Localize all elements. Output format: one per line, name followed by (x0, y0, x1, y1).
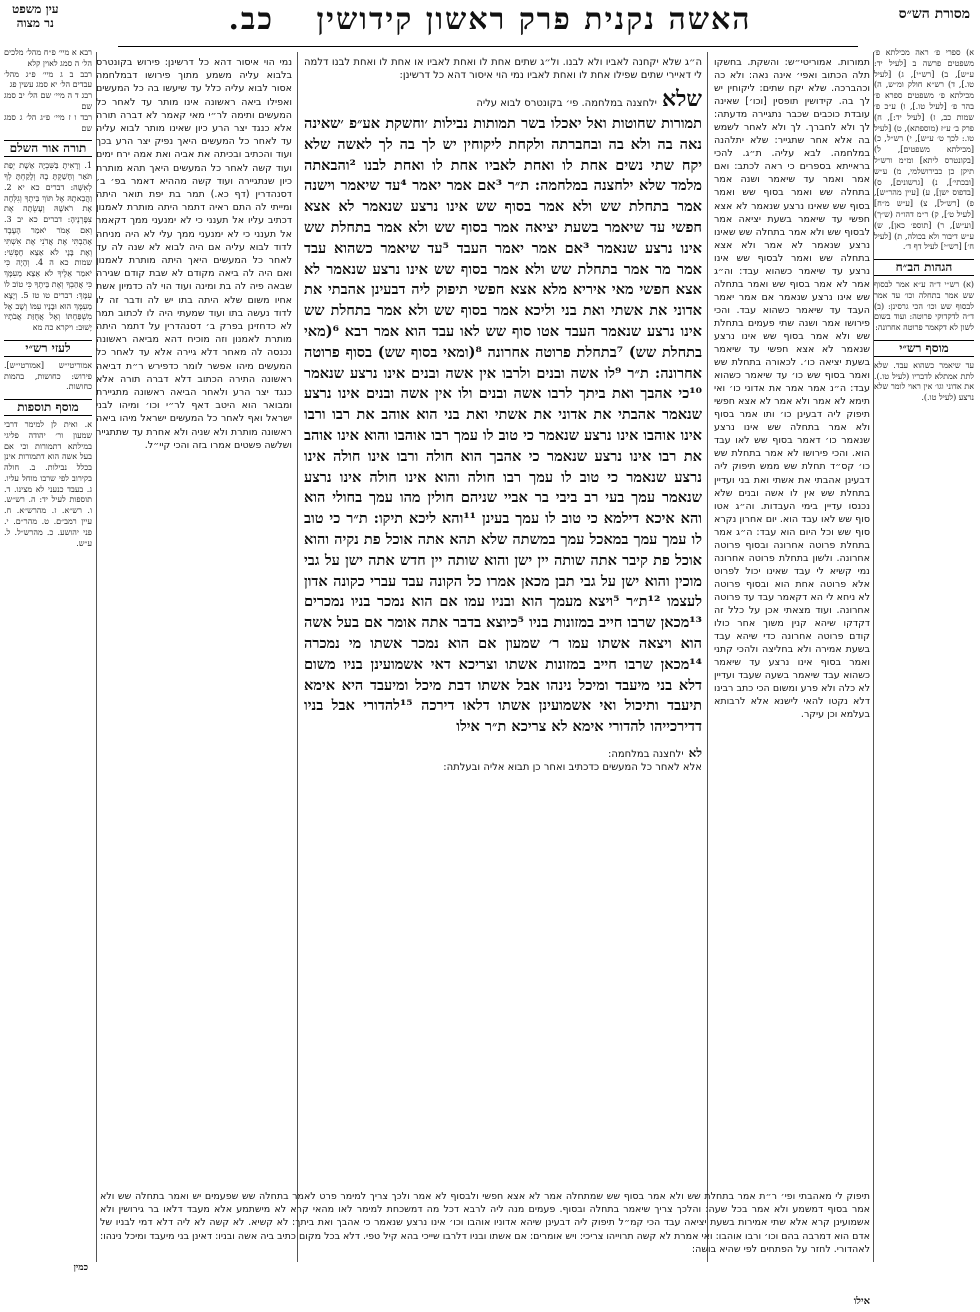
masoret-hashas-text: א) ספרי פ׳ ראה מכילתא פ׳ משפטים פרשה ב [לעיל יד: ע״ש], ב) [רש״י], ג) [לעיל טו.], ד) רש״א חולק ומ״ש, ה) מכילתא פ׳ משפטים ספרא פ׳ בהר פ׳ [לעיל טו.], ו) ע״כ פ׳ שמות כב, ז) [לעיל יד:], ח) פרק ב׳ ע״ז (מוספתא), ט) [לעיל טו.: לכך ט׳ ע״ש], י) רש״ל, כ) [מכילתא משפטים], ל) [בקונטרס ליתא] ומ״מ ורש״ל תיקן כן כבירושלמי, מ) ע״ש [ובכתי׳], נ) [גרשונים], ס) [בדפוס ישן], ע) [עיין מהר״ש], פ) [רש״ל], צ) [ע״ש מ״ח] [לעיל ט׳], ק) ר״מ דהו״ה (ש״ך) [וע״ש], ר) [תוספ׳ כאן], ש) ע״ש דיבור ולא בכולה, ת) [לעיל ח׳] [רש״י] לעיל דף ד׳. (871, 48, 974, 252)
daf-number: כב. (228, 2, 275, 37)
ein-mishpat-entry: רבב ב ג מיי׳ פ״ג מהל׳ עבדים הל׳ יא סמג עשין פג (4, 69, 92, 90)
column-divider (297, 52, 298, 1262)
lo-word: לא (688, 745, 702, 760)
tosafot-text: נמי הוי איסור דהא כל דרשינן: פירוש בקונטרס בלבוא עליה משמע מתוך פירושו דבמלחמה אסור לבוא עליה כלל עד שיעשו בה כל המעשים ואפילו ביאה ראשונה אינו מותר עד לאחר כל המעשים ותימה לר״י מאי קאמר לא דברה תורה אלא כנגד יצר הרע כיון שאינו מותר לבוא עליה עד לאחר כל המעשים היאך נפיק יצר הרע בכך ועוד והכתיב ובכיתה את אביה ואת אמה ירח ימים ועוד קשה לאחר כל המעשים היאך תהא מותרת כיון שנתגיירה ועוד קשה מההיא דאמר בפ׳ ב׳ דסנהדרין (דף כא.) תמר בת יפת תואר היתה ומייתי לה התם ראיה דתמר היתה מותרת לאמנון דכתיב עליו אל תענני כי לא ימנעני ממך דקאמר אל תענני כי לא ימנעני ממך עלי לא היה מניחה לדוד לבוא עליה אם היה לבוא לא שנה לה עד לאחר כל המעשים היאך היתה מותרת לאמנון ואם היה לה ביאה מקודם לא שבת קודם שגירה שבאה פיה לה בת ומינה ועוד הוי לה כדמיון אשת אחיו משום שלא היתה בתו יש לה ודבר זה לו לדוד נעשה בתו ועוד שמעתי היה לו לכתוב תמר לא כדחזינן בפרק ב׳ דסנהדרין על דתמר היתה מותרת לאמנון וזה מוכיח דהא מביאה ראשונה נכנסה לה מאחר דלא גיירה אלא עד לאחר כל המעשים מיהו אפשר לומר כדפירש ר״ת דביאה ראשונה התירה הכתוב דלא דברה תורה אלא כנגד יצר הרע ולאחר הביאה ראשונה מתגיירת ומבואר הוא היטב דאף לר״י וכו׳ ומיהו לבני ישראל ואף לאחר כל המעשים ישראל מיהו ביאה ראשונה מותרת ולא שניה ולא אחרת עד שתתגייר ושלשה פשטים אמרו בזה והכי קיי״ל. (92, 57, 292, 451)
chapter-title: האשה נקנית פרק ראשון קידושין (316, 2, 752, 37)
rashi-column (710, 56, 870, 1186)
rashi-text: תמורות. אמוריטי״ש: והשקת. בחשקו תלה הכתוב ואפי׳ אינה נאה: ולא כה וכהברכה. שלא יקח שתים: ליקוחין יש לך בה. קידושין תופסין [וכו׳] שאינה עובדת כוכבים שכבר נתגיירה מדעתה: לך ולא לחברך. לך ולא לאחר לשמש בה אלא אחר שתגייר: שלא יתלהנה במלחמה. לבא עליה. ת״ג. להכי בראייתא בספרים כי ראה לכתב: ואם אמר ואמר עד שיאמר ושנה אמר בתחלה שש ואמר בסוף שש ואמר בסוף שש שאינו נרצע שנאמר לא אצא חפשי עד שיאמר בשעת יציאה אמר לבסוף שש ולא אמר בתחלה שש שאינו נרצע שנאמר לא אמר ולא אצא בתחלה שש ואמר לבסוף שש אינו נרצע עד שיאמר כשהוא עבד: וה״ג אמר לא אמר בסוף שש ואמר בתחלה שש אינו נרצע שנאמר אם אמר יאמר העבד עד שיאמר כשהוא עבד. והכי פירושו אמר ושנה שתי פעמים בתחלת שש ולא אמר בסוף שש אינו נרצע שנאמר לא אצא חפשי עד שיאמר בשעת יציאה כו׳. לכאורה בתחלת שש ואמר בסוף שש כו׳ עד שיאמר כשהוא עבד: ה״נ אמר אמר את אדוני כו׳ ואי תימא לא אמר ולא אמר לא אצא חפשי תיפוק ליה דבעינן כו׳ ותו אמר בסוף ולא אמר בתחלה שש אינו נרצע שנאמר כו׳ דאמר בסוף שש לאו עבד הוא. והכי פירושו לא אמר בתחלת שש כו׳ קס״ד תחלת שש ממש תיפוק ליה דבעינן אהבתי את אשתי ואת בני ועדיין בתחלת שש אין לו אשה ובנים שלא נכנסו עדיין בימי העבדות. וה״ג אטו סוף שש לאו עבד הוא. יום אחרון נקרא סוף שש וכל היום הוא עבד: ה״ג אמר בתחלת פרוטה אחרונה ובסוף פרוטה אחרונה. ולשון בתחלת פרוטה אחרונה נמי קשיא לי עבד שאינו יכול לפרוט אלא פרוטה אחת הוא ובסוף פרוטה לא ניחא לי הא דקאמר עבד עד פרוטה אחרונה. ועוד מצאתי אכן על כלל זה דקדקו שיהא קנין משוך אחר כולו קודם פרוטה אחרונה כדי שיהא עבד בשעת אמירה ולא בחליצה ולהכי קתני ואמר בסוף אינו נרצע עד שיאמר כשהוא עבד שיאמר בשעה שעבד ועדיין לא כלה ולא פרע ומשום הכי כתב רבינו דלא נקטו להאי לישנא אלא לרבותא בעלמא וכן עיקר. (710, 57, 870, 721)
bottom-commentary (96, 1190, 870, 1308)
musaf-rashi-title: מוסף רש״י (874, 340, 974, 357)
masoret-hashas-column (871, 48, 974, 404)
gemara-under-text: אלא לאחר כל המעשים כדכתיב ואחר כן תבוא אליה ובעלתה: (443, 761, 702, 773)
ein-mishpat-entry: רבג ד ה מיי׳ שם הל׳ יב סמג שם (4, 91, 92, 111)
bottom-commentary-text: תיפוק לי מאהבתי ופי׳ ר״ת אמר בתחלת שש ולא אמר בסוף שש שמתחלה אמר לא אצא חפשי ולבסוף לא אמר ולכך צריך למימר פרט לאמר בתחלה שש שפעמים יש ואמר בתחלה שש ולא אמר בסוף דמשמע ולא אמר בכל שעה: והלכך צריך שיאמר בתחלה ובסוף. פעמים מנה ליה לרבא דכל מה דמשכחת למימר לאו מהאי קרא לא מישתמע אלא מעבד דלאו בר גירושין ולא אשמועינן קרא אלא שתי אמירות בשעת יציאה עבד הכי קמ״ל תיפוק ליה דבעינן שיהא אדוניו אוהבו וכו׳ אינו נרצע שנאמר כי אהבך ואת ביתך: לא קשיא. לא קשה לא ליה דלא דמי לבניו של אדם הוא דמרבה בהם וכו׳ ורבו אוהבו: ואי אמרת לא קשה תרוייהו צריכי: ויש אומרים: אם אשתו ובניו דלרבו שייכי בהא קיל טפי. דלא בכל מקום כתיב ביה אשה ובניו: דאינן בני מיעבד ומיכל נינהו: לאהדורי. לחזר על הפתחים לפי שהיא בושה: (96, 1191, 870, 1255)
gemara-top-commentary: ה״ג שלא יקחנה לאביו ולא לבנו. ול״ג שתים אחת לו ואחת לאביו או אחת לו ואחת לבנו דלמה לי דאיירי שתים שפילו אחת לו ואחת לאביו נמי הוי איסור דהא כל דרשינן: (304, 57, 702, 81)
musaf-tosafot-text: א. ואית לן למימר דרבי שמעון ור׳ יהודה פליגי במילתא דתמורות וכי אם בעל אשה הוא דתמורות אינן בכלל נבילות. ב. חולה בקירוב לפי שרבו מוחל עליו. ג. בעבד כנעני לא מצינו. ד. תוספות לעיל יד: ה. רש״ש. ו. רש״א. ז. מהרש״א. ח. עיין רמב״ם. ט. מהר״ם. י. פני יהושע. כ. מהרש״ל. ל. ע״ש. (1, 419, 92, 548)
musaf-tosafot-title: מוסף תוספות (4, 399, 92, 416)
page-header (0, 0, 980, 52)
page-catchword: אילו (853, 1296, 870, 1307)
shelo-heading-rest: ילחצנה במלחמה. פי׳ בקונטרס לבוא עליה (476, 98, 657, 109)
hagahot-habach-text: (א) רש״י ד״ה ע״א אמר לבסוף שש אמר בתחלה וכו׳ עד אמר לבסוף שש וכו׳ הכי גרסינן: (ב) ד״ה לדקדוקי פרוטה: ועוד בשום לשון לא דקאמר פרוטה אחרונה: (871, 279, 974, 333)
column-divider (707, 52, 708, 1262)
loazei-rashi-text: אמוריטי״ש [אמורטי״ש]. פירוש: כחושות, בהמות כחושות. (1, 360, 92, 392)
musaf-rashi-text: עד שיאמר כשהוא עבד. שלא לתת אמתלא לדבריו (לעיל טו.). את אדוני וגו׳ אין ראוי לומר שלא נרצע (לעיל טו.). (871, 360, 974, 403)
bottom-left-note: כמין (73, 1263, 88, 1273)
ein-mishpat-line2: נר מצוה (16, 16, 54, 30)
ein-mishpat-column (1, 48, 92, 1258)
masoret-hashas-label: מסורת הש״ס (898, 6, 970, 22)
ein-mishpat-entry: רבד ו ז מיי׳ פ״ג הל׳ ג סמג שם (4, 112, 92, 133)
shelo-heading (304, 86, 702, 112)
hagahot-habach-title: הגהות הב״ח (874, 259, 974, 276)
header-rule (118, 46, 858, 47)
page-title (150, 2, 830, 37)
ein-mishpat-entry: רבא א מיי׳ פ״ח מהל׳ מלכים הל׳ ה סמג לאוין קלא (4, 48, 92, 68)
lo-heading-rest: ילחצנה במלחמה: (607, 748, 684, 760)
tosafot-column (92, 56, 292, 1186)
torah-or-title: תורה אור השלם (4, 140, 92, 157)
ein-mishpat-line1: עין משפט (12, 2, 59, 16)
torah-or-text: 1. וְרָאִיתָ בַּשִּׁבְיָה אֵשֶׁת יְפַת תֹּאַר וְחָשַׁקְתָּ בָהּ וְלָקַחְתָּ לְךָ לְאִשָּׁה: דברים כא יא 2. וַהֲבֵאתָהּ אֶל תּוֹךְ בֵּיתֶךָ וְגִלְּחָה אֶת רֹאשָׁהּ וְעָשְׂתָה אֶת צִפָּרְנֶיהָ: דברים כא יב 3. וְאִם אָמֹר יֹאמַר הָעֶבֶד אָהַבְתִּי אֶת אֲדֹנִי אֶת אִשְׁתִּי וְאֶת בָּנָי לֹא אֵצֵא חָפְשִׁי: שמות כא ה 4. וְהָיָה כִּי יֹאמַר אֵלֶיךָ לֹא אֵצֵא מֵעִמָּךְ כִּי אֲהֵבְךָ וְאֶת בֵּיתֶךָ כִּי טוֹב לוֹ עִמָּךְ: דברים טו טז 5. וְיָצָא מֵעִמָּךְ הוּא וּבָנָיו עִמּוֹ וְשָׁב אֶל מִשְׁפַּחְתּוֹ וְאֶל אֲחֻזַּת אֲבֹתָיו יָשׁוּב: ויקרא כה מא (1, 161, 92, 333)
gemara-text: תמורות שחוטות ואל יאכלו בשר תמותות נבילות ׳וחשקת אע״פ ׳שאינה נאה בה ולא בה ובחברתה ולקחת ליקוחין יש לך בה לך לאשה שלא יקח שתי נשים אחת לו ואחת לאביו אחת לו ואחת לבנו ²והבאתה מלמד שלא ילחצנה במלחמה: ת״ר ³אם אמר יאמר ⁴עד שיאמר וישנה אמר בתחלת שש ולא אמר בסוף שש אינו נרצע שנאמר לא אצא חפשי עד שיאמר בשעת יציאה אמר בסוף שש ולא אמר בתחלת שש אינו נרצע שנאמר ³אם אמר יאמר העבד ⁵עד שיאמר כשהוא עבד אמר מר אמר בתחלת שש ולא אמר בסוף שש אינו נרצע שנאמר לא אצא חפשי מאי איריא מלא אצא חפשי תיפוק ליה דבעינן אהבתי את אדוני את אשתי ואת בני וליכא אמר בסוף שש ולא אמר בתחלת שש אינו נרצע שנאמר העבד אטו סוף שש לאו עבד הוא אמר רבא ⁶(מאי בתחלת שש) ⁷בתחלת פרוטה אחרונה ⁸(ומאי בסוף שש) בסוף פרוטה אחרונה: ת״ר ⁹לו אשה ובנים ולרבו אין אשה ובנים אינו נרצע שנאמר ¹⁰כי אהבך ואת ביתך לרבו אשה ובנים ולו אין אשה ובנים אינו נרצע שנאמר אהבתי את אדוני את אשתי ואת בני הוא אוהב את רבו ורבו אינו אוהבו אינו נרצע שנאמר כי טוב לו עמך רבו אוהבו והוא אינו אוהב את רבו אינו נרצע שנאמר כי אהבך הוא חולה ורבו אינו חולה אינו נרצע שנאמר כי טוב לו עמך רבו חולה והוא אינו חולה אינו נרצע שנאמר עמך בעי רב ביבי בר אביי שניהם חולין מהו עמך בחולי הוא והא איכא דילמא כי טוב לו עמך בעינן ¹¹והא ליכא תיקו: ת״ר כי טוב לו עמך עמך במאכל עמך במשתה שלא תהא אתה אוכל פת נקיה והוא אוכל פת קיבר אתה שותה יין ישן והוא שותה יין חדש אתה ישן על גבי מוכין והוא ישן על גבי תבן מכאן אמרו כל הקונה עבד עברי כקונה אדון לעצמו ¹²ת״ר ⁵ויצא מעמך הוא ובניו עמו אם הוא נמכר בניו נמכרים ¹³מכאן שרבו חייב במזונות בניו ⁵כיוצא בדבר אתה אומר אם בעל אשה הוא ויצאה אשתו עמו ר׳ שמעון אם הוא נמכר אשתו מי נמכרה ¹⁴מכאן שרבו חייב במזונות אשתו וצריכא דאי אשמועינן בניו משום דלא בני מיעבד ומיכל נינהו אבל אשתו דבת מיכל ומיעבד היא אימא תיעבד ותיכול ואי אשמועינן אשתו דלאו דירכה ¹⁵להדורי אבל בניו דדירכייהו להדורי אימא לא צריכא ת״ר אילו (303, 115, 703, 736)
lo-heading (304, 742, 702, 761)
gemara-column (304, 56, 702, 1190)
shelo-word: שלא (662, 86, 702, 112)
ein-mishpat-label (12, 2, 59, 30)
loazei-rashi-title: לעזי רש״י (4, 340, 92, 357)
